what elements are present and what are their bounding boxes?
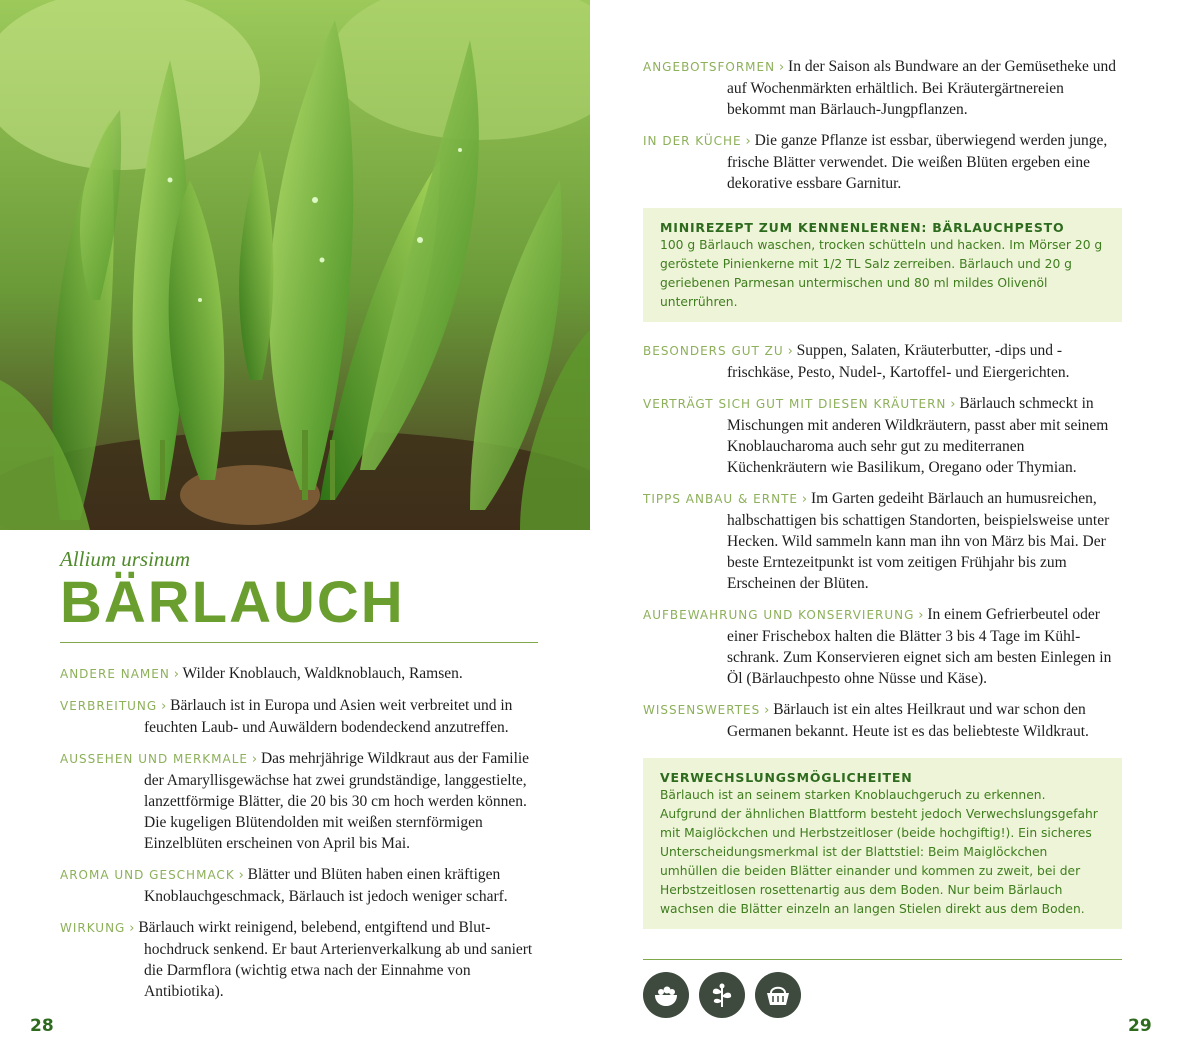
chevron-right-icon: ›: [764, 703, 770, 718]
chevron-right-icon: ›: [238, 867, 244, 883]
entry-text: Suppen, Salaten, Kräuterbutter, -dips und -frischkäse, Pesto, Nudel-, Kartoffel- und Eiergerichten.: [727, 342, 1070, 381]
entry-label: TIPPS ANBAU & ERNTE: [643, 492, 798, 506]
entry-label: AROMA UND GESCHMACK: [60, 867, 235, 882]
entry-label: BESONDERS GUT ZU: [643, 344, 784, 358]
entry-label: VERBREITUNG: [60, 698, 158, 713]
warning-box-text: Bärlauch ist an seinem starken Knoblauchgeruch zu erkennen. Aufgrund der ähnlichen Blattform besteht jedoch Verwechslungsgefahr mit Maiglöckchen und Herbstzeitloser (beide hochgiftig!). Ein sicheres Unterscheidungsmerkmal ist der Blattstiel: Beim Maiglöckchen umhüllen die beiden Blätter einander und kommen zu zweit, bei der Herbstzeitlosen rosettenartig aus dem Boden. Nur beim Bärlauch wachsen die Blätter einzeln an langen Stielen direkt aus dem Boden.: [660, 788, 1098, 916]
entry-label: VERTRÄGT SICH GUT MIT DIESEN KRÄUTERN: [643, 397, 947, 411]
chevron-right-icon: ›: [950, 397, 956, 412]
bear-garlic-illustration: [0, 0, 590, 530]
entry-verträgt-sich-gut-mit-diesen-kräutern: [643, 393, 1122, 478]
chevron-right-icon: ›: [801, 492, 808, 507]
entry-wirkung: [60, 917, 538, 1002]
warning-box: [643, 758, 1122, 929]
entry-aroma-und-geschmack: [60, 864, 538, 907]
entry-aufbewahrung-und-konservierung: [643, 604, 1122, 689]
basket-icon: [755, 972, 801, 1018]
entry-angebotsformen: [643, 56, 1122, 120]
entry-in-der-küche: [643, 130, 1122, 194]
entry-text: Bärlauch ist ein altes Heilkraut und war schon den Germanen bekannt. Heute ist es das beliebteste Wildkraut.: [727, 701, 1089, 740]
left-entries: [60, 663, 538, 1002]
recipe-box-text: 100 g Bärlauch waschen, trocken schütteln und hacken. Im Mörser 20 g geröstete Pinienkerne mit 1/2 TL Salz zerreiben. Bärlauch und 20 g geriebenen Parmesan untermischen und 80 ml mildes Olivenöl unterrühren.: [660, 238, 1103, 309]
chevron-right-icon: ›: [918, 608, 924, 623]
page-number-right: 29: [1128, 1016, 1152, 1036]
entry-aussehen-und-merkmale: [60, 748, 538, 854]
chevron-right-icon: ›: [745, 134, 751, 149]
entry-text: Die ganze Pflanze ist essbar, überwiegend werden junge, frische Blätter verwendet. Die weißen Blüten ergeben eine dekorative essbare Garnitur.: [727, 132, 1108, 192]
herb-plant-icon: [699, 972, 745, 1018]
entry-label: WIRKUNG: [60, 920, 126, 935]
entry-text: Bärlauch ist in Europa und Asien weit verbreitet und in feuchten Laub- und Auwäldern bodendeckend anzutreffen.: [144, 696, 513, 736]
salad-bowl-icon: [643, 972, 689, 1018]
latin-name: Allium ursinum: [60, 547, 191, 571]
recipe-box: [643, 208, 1122, 322]
entry-label: ANGEBOTSFORMEN: [643, 60, 776, 74]
entry-label: WISSENSWERTES: [643, 703, 761, 717]
chevron-right-icon: ›: [251, 751, 258, 767]
chevron-right-icon: ›: [173, 666, 179, 682]
page-title: BÄRLAUCH: [60, 573, 538, 643]
entry-text: In der Saison als Bundware an der Gemüsetheke und auf Wochenmärkten erhältlich. Bei Kräutergärtnereien bekommt man Bärlauch-Jungpflanzen.: [727, 58, 1117, 118]
chevron-right-icon: ›: [778, 60, 785, 75]
warning-box-title: VERWECHSLUNGSMÖGLICHEITEN: [660, 770, 913, 785]
recipe-box-title: MINIREZEPT ZUM KENNENLERNEN: BÄRLAUCHPESTO: [660, 220, 1065, 235]
entry-text: Im Garten gedeiht Bärlauch an humusreichen, halbschattigen bis schattigen Standorten, beispielsweise unter Hecken. Wild sammeln kann man ihn von März bis Mai. Der beste Erntezeitpunkt ist vom zeitigen Frühjahr bis zum Erscheinen der Blüten.: [727, 490, 1110, 592]
chevron-right-icon: ›: [161, 698, 167, 714]
entry-text: Das mehrjährige Wildkraut aus der Familie der Amaryllisgewächse hat zwei grundständige, langgestielte, lanzettförmige Blätter, die 20 bis 30 cm hoch werden können. Die kugeligen Blütendolden mit weißen sternförmigen Einzelblüten erscheinen von April bis Mai.: [144, 749, 530, 852]
entry-label: ANDERE NAMEN: [60, 666, 170, 681]
entry-wissenswertes: [643, 699, 1122, 742]
entry-text: Bärlauch schmeckt in Mischungen mit anderen Wildkräutern, passt aber mit seinem Knoblaucharoma auch sehr gut zu mediterranen Küchenkräutern wie Basilikum, Oregano oder Thymian.: [727, 395, 1109, 476]
entry-besonders-gut-zu: [643, 340, 1122, 383]
entry-tipps-anbau-ernte: [643, 488, 1122, 594]
entry-text: In einem Gefrierbeutel oder einer Frischebox halten die Blätter 3 bis 4 Tage im Kühlschrank. Zum Konservieren eignet sich am besten Einlegen in Öl (Bärlauchpesto ohne Nüsse und Käse).: [727, 606, 1112, 687]
right-entries-mid: [643, 340, 1122, 742]
divider: [643, 959, 1122, 960]
usage-icons: [643, 972, 1122, 1018]
entry-text: Bärlauch wirkt reinigend, belebend, entgiftend und Bluthochdruck senkend. Er baut Arterienverkalkung ab und saniert die Darmflora (wichtig etwa nach der Einnahme von Antibiotika).: [138, 918, 533, 1000]
chevron-right-icon: ›: [787, 344, 793, 359]
bear-garlic-photo: [0, 0, 590, 530]
left-column: [60, 548, 538, 1012]
right-column: [643, 56, 1122, 1018]
chevron-right-icon: ›: [129, 920, 135, 936]
entry-label: IN DER KÜCHE: [643, 134, 742, 148]
entry-label: AUFBEWAHRUNG UND KONSERVIERUNG: [643, 608, 915, 622]
entry-text: Wilder Knoblauch, Waldknoblauch, Ramsen.: [182, 664, 463, 682]
entry-label: AUSSEHEN UND MERKMALE: [60, 751, 248, 766]
entry-text: Blätter und Blüten haben einen kräftigen Knoblauchgeschmack, Bärlauch ist jedoch weniger scharf.: [144, 865, 508, 905]
entry-verbreitung: [60, 695, 538, 738]
entry-andere-namen: [60, 663, 538, 685]
page-number-left: 28: [30, 1016, 54, 1036]
right-entries-top: [643, 56, 1122, 194]
